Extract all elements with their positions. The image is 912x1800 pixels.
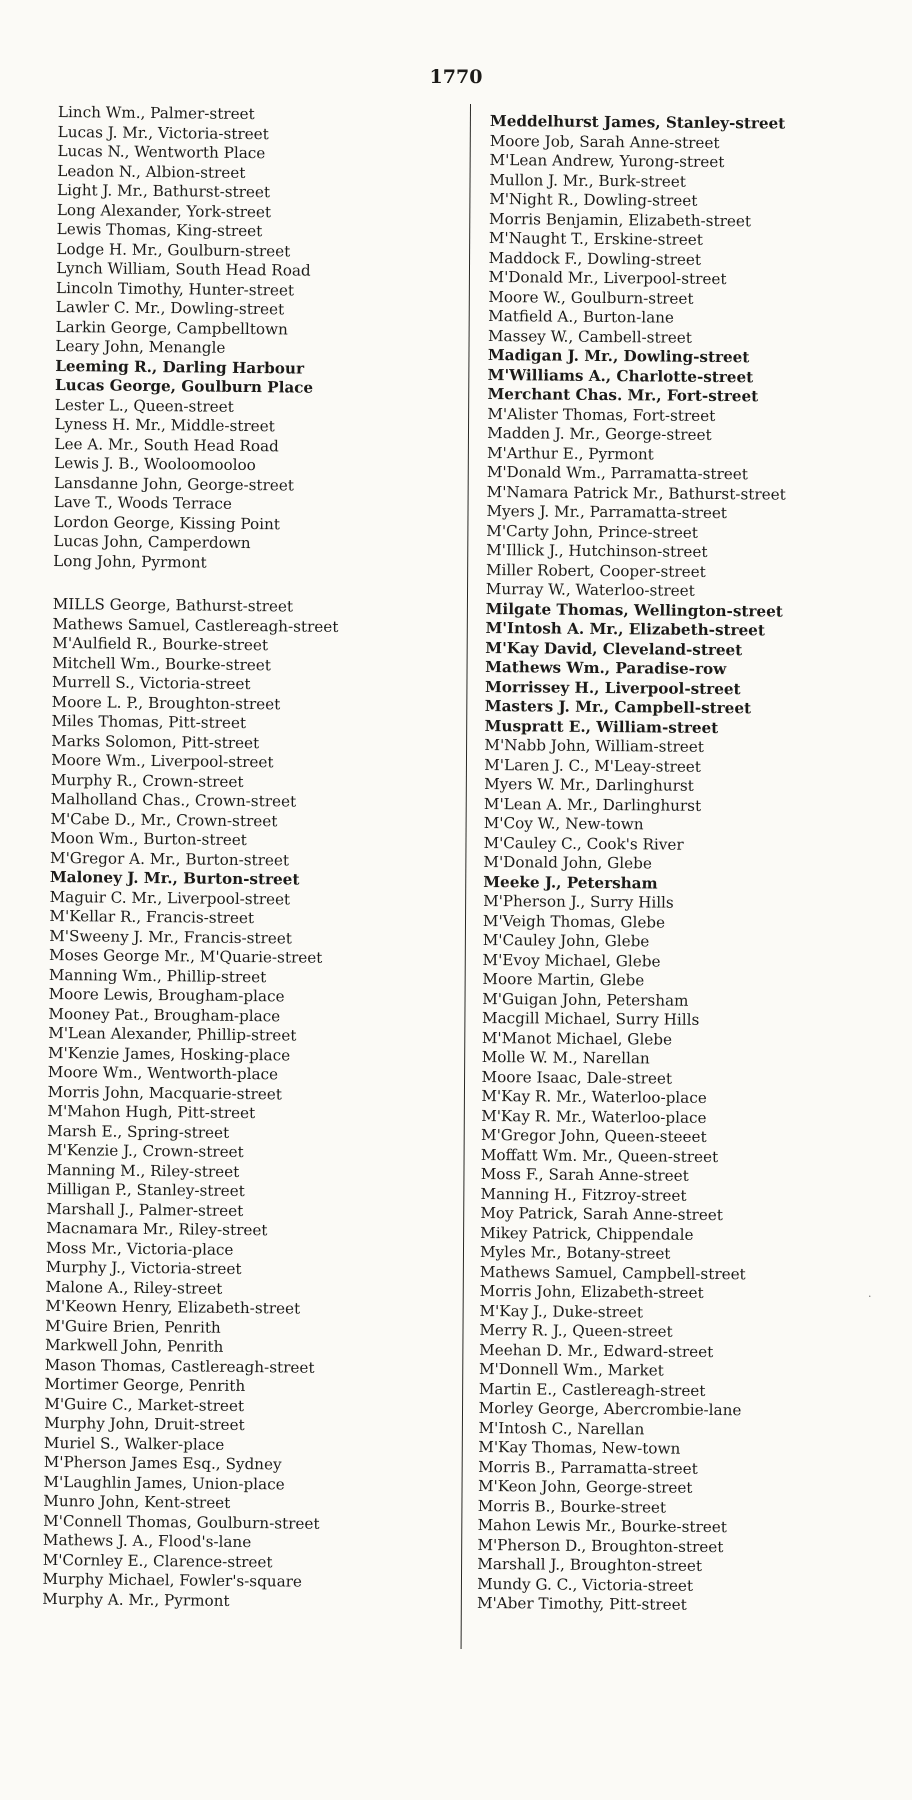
left-column <box>42 103 458 1613</box>
directory-entry: M'Lean Alexander, Phillip-street <box>48 1023 297 1045</box>
directory-entry: Lucas N., Wentworth Place <box>57 141 266 163</box>
directory-entry: M'Cabe D., Mr., Crown-street <box>50 809 278 830</box>
directory-entry: M'Kay Thomas, New-town <box>478 1437 681 1458</box>
directory-entry: Marks Solomon, Pitt-street <box>51 731 260 752</box>
directory-entry: M'Kellar R., Francis-street <box>49 906 255 928</box>
directory-entry: Lucas John, Camperdown <box>53 531 251 553</box>
directory-entry: Murphy R., Crown-street <box>50 770 244 791</box>
directory-entry: M'Veigh Thomas, Glebe <box>482 911 666 932</box>
directory-entry: Lewis J. B., Wooloomooloo <box>54 453 256 475</box>
directory-entry: Moore Wm., Wentworth-place <box>47 1062 279 1084</box>
directory-entry: Moon Wm., Burton-street <box>50 828 247 850</box>
directory-entry: Leadon N., Albion-street <box>57 161 246 182</box>
directory-entry: Moss F., Sarah Anne-street <box>480 1164 689 1185</box>
directory-entry: Maddock F., Dowling-street <box>488 248 702 269</box>
directory-entry: Long John, Pyrmont <box>53 551 207 572</box>
directory-entry: M'Manot Michael, Glebe <box>481 1028 673 1049</box>
directory-entry: M'Cauley John, Glebe <box>482 930 650 951</box>
directory-entry: Marsh E., Spring-street <box>47 1121 230 1142</box>
directory-entry: M'Keon John, George-street <box>477 1476 693 1497</box>
directory-entry: Moore Isaac, Dale-street <box>481 1067 673 1088</box>
directory-entry: Molle W. M., Narellan <box>481 1047 650 1068</box>
directory-entry: M'Guire Brien, Penrith <box>45 1316 221 1337</box>
directory-entry: Morrissey H., Liverpool-street <box>484 677 741 698</box>
directory-entry: M'Williams A., Charlotte-street <box>487 365 754 386</box>
directory-entry: Manning M., Riley-street <box>46 1160 240 1181</box>
directory-entry: M'Coy W., New-town <box>483 813 644 834</box>
directory-entry: Malholland Chas., Crown-street <box>50 789 297 811</box>
directory-entry: M'Kenzie J., Crown-street <box>46 1140 244 1162</box>
directory-entry: Mathews Samuel, Campbell-street <box>479 1262 746 1283</box>
directory-entry: Larkin George, Campbelltown <box>55 317 288 338</box>
directory-entry: M'Gregor John, Queen-steeet <box>480 1125 707 1146</box>
directory-entry: Lester L., Queen-street <box>54 395 234 416</box>
directory-entry: M'Aulfield R., Bourke-street <box>52 633 269 655</box>
directory-entry: Lynch William, South Head Road <box>56 258 311 280</box>
directory-entry: Murphy J., Victoria-street <box>45 1257 242 1278</box>
directory-entry: M'Lean A. Mr., Darlinghurst <box>483 794 702 815</box>
directory-entry: M'Donald Wm., Parramatta-street <box>486 462 748 484</box>
directory-entry: MILLS George, Bathurst-street <box>52 594 294 616</box>
directory-entry: Meddelhurst James, Stanley-street <box>489 112 786 133</box>
directory-entry: Madigan J. Mr., Dowling-street <box>487 345 750 367</box>
right-column <box>477 112 900 1617</box>
left-block-2 <box>42 595 453 1613</box>
directory-entry: M'Carty John, Prince-street <box>486 521 699 542</box>
directory-entry: M'Evoy Michael, Glebe <box>482 950 661 971</box>
directory-entry: Lincoln Timothy, Hunter-street <box>55 278 295 299</box>
directory-entry: Masters J. Mr., Campbell-street <box>484 696 752 718</box>
directory-entry: Markwell John, Penrith <box>44 1335 224 1356</box>
directory-entry: Moses George Mr., M'Quarie-street <box>48 945 323 967</box>
directory-entry: Maguir C. Mr., Liverpool-street <box>49 887 291 908</box>
directory-entry: Mathews J. A., Flood's-lane <box>42 1530 252 1552</box>
directory-entry: Mathews Wm., Paradise-row <box>485 657 727 679</box>
directory-entry: Lawler C. Mr., Dowling-street <box>55 297 285 319</box>
directory-entry: M'Mahon Hugh, Pitt-street <box>47 1101 256 1123</box>
directory-entry: Mortimer George, Penrith <box>44 1374 246 1396</box>
directory-entry: M'Kenzie James, Hosking-place <box>47 1043 291 1064</box>
page-number: 1770 <box>429 66 483 88</box>
directory-entry: Murphy Michael, Fowler's-square <box>42 1569 303 1591</box>
directory-entry: Moore Martin, Glebe <box>482 969 645 990</box>
directory-entry: M'Laughlin James, Union-place <box>43 1472 285 1493</box>
directory-entry: Muspratt E., William-street <box>484 716 719 737</box>
directory-entry: Morris B., Parramatta-street <box>478 1457 698 1478</box>
directory-entry: Matfield A., Burton-lane <box>488 306 675 327</box>
directory-entry: Mullon J. Mr., Burk-street <box>489 170 686 191</box>
directory-entry: Moore L. P., Broughton-street <box>51 692 281 713</box>
directory-entry: Leary John, Menangle <box>55 336 226 357</box>
directory-entry: Lewis Thomas, King-street <box>56 219 263 241</box>
directory-entry: Moore Lewis, Brougham-place <box>48 984 285 1006</box>
directory-entry: Macnamara Mr., Riley-street <box>46 1218 268 1240</box>
directory-entry: M'Cauley C., Cook's River <box>483 833 684 854</box>
directory-entry: Massey W., Cambell-street <box>487 326 693 347</box>
directory-entry: Morris B., Bourke-street <box>477 1496 667 1517</box>
directory-entry: M'Donald John, Glebe <box>483 852 652 873</box>
directory-entry: Mikey Patrick, Chippendale <box>480 1223 694 1244</box>
directory-entry: M'Guire C., Market-street <box>44 1394 245 1415</box>
directory-entry: M'Connell Thomas, Goulburn-street <box>43 1511 320 1533</box>
directory-entry: M'Kay R. Mr., Waterloo-place <box>481 1106 707 1127</box>
directory-entry: Marshall J., Palmer-street <box>46 1199 244 1220</box>
left-block-1 <box>53 103 458 575</box>
directory-entry: Myers J. Mr., Parramatta-street <box>486 501 728 523</box>
directory-entry: Madden J. Mr., George-street <box>487 423 712 444</box>
directory-entry: M'Keown Henry, Elizabeth-street <box>45 1296 301 1318</box>
directory-entry: Morris Benjamin, Elizabeth-street <box>488 209 752 230</box>
directory-entry: Manning H., Fitzroy-street <box>480 1184 687 1205</box>
directory-entry: M'Aber Timothy, Pitt-street <box>476 1593 687 1614</box>
directory-entry: Manning Wm., Phillip-street <box>48 965 267 986</box>
directory-entry: Marshall J., Broughton-street <box>477 1554 703 1575</box>
directory-entry: M'Pherson D., Broughton-street <box>477 1535 724 1556</box>
directory-entry: M'Alister Thomas, Fort-street <box>487 404 716 425</box>
directory-entry: Moore W., Goulburn-street <box>488 287 694 308</box>
directory-entry: M'Namara Patrick Mr., Bathurst-street <box>486 482 786 504</box>
directory-entry: Moffatt Wm. Mr., Queen-street <box>480 1145 719 1166</box>
directory-entry: Moss Mr., Victoria-place <box>45 1238 234 1259</box>
directory-entry: Milgate Thomas, Wellington-street <box>485 599 783 621</box>
directory-entry: Munro John, Kent-street <box>43 1491 231 1512</box>
directory-entry: M'Nabb John, William-street <box>484 735 704 756</box>
directory-entry: Moy Patrick, Sarah Anne-street <box>480 1203 724 1225</box>
directory-entry: M'Guigan John, Petersham <box>482 989 689 1010</box>
directory-entry: M'Intosh A. Mr., Elizabeth-street <box>485 618 765 640</box>
directory-entry: Miles Thomas, Pitt-street <box>51 711 247 733</box>
directory-entry: M'Donald Mr., Liverpool-street <box>488 267 727 289</box>
directory-entry: Myers W. Mr., Darlinghurst <box>484 774 694 795</box>
directory-entry: Mahon Lewis Mr., Bourke-street <box>477 1515 727 1537</box>
directory-entry: Long Alexander, York-street <box>56 200 272 221</box>
directory-entry: M'Naught T., Erskine-street <box>488 228 703 249</box>
directory-entry: Morris John, Macquarie-street <box>47 1082 283 1103</box>
directory-entry: M'Night R., Dowling-street <box>489 189 698 210</box>
directory-entry: Linch Wm., Palmer-street <box>57 103 255 124</box>
directory-entry: M'Gregor A. Mr., Burton-street <box>50 848 290 869</box>
directory-entry: Lansdanne John, George-street <box>53 473 295 494</box>
directory-entry: Mooney Pat., Brougham-place <box>48 1004 281 1025</box>
directory-entry: Moore Wm., Liverpool-street <box>51 750 274 772</box>
directory-entry: M'Cornley E., Clarence-street <box>42 1550 273 1571</box>
column-divider <box>461 104 471 1649</box>
directory-entry: M'Kay J., Duke-street <box>479 1301 644 1321</box>
directory-entry: M'Pherson James Esq., Sydney <box>43 1452 282 1474</box>
scan-speck: · <box>868 1290 872 1303</box>
directory-entry: Murphy John, Druit-street <box>44 1413 245 1435</box>
directory-entry: Lordon George, Kissing Point <box>53 512 281 533</box>
directory-entry: Mason Thomas, Castlereagh-street <box>44 1355 315 1377</box>
directory-entry: Muriel S., Walker-place <box>43 1433 225 1454</box>
directory-entry: Lucas J. Mr., Victoria-street <box>57 122 269 143</box>
directory-entry: M'Sweeny J. Mr., Francis-street <box>49 926 293 947</box>
directory-entry: Murray W., Waterloo-street <box>485 579 695 600</box>
directory-entry: M'Kay R. Mr., Waterloo-place <box>481 1086 707 1107</box>
directory-entry: Mitchell Wm., Bourke-street <box>52 653 271 674</box>
directory-entry: Murphy A. Mr., Pyrmont <box>42 1589 230 1610</box>
directory-entry: Meeke J., Petersham <box>483 872 658 892</box>
directory-entry: Lave T., Woods Terrace <box>53 492 233 513</box>
directory-entry: Lucas George, Goulburn Place <box>54 375 314 397</box>
directory-entry: Mundy G. C., Victoria-street <box>477 1574 694 1595</box>
directory-entry: M'Intosh C., Narellan <box>478 1418 645 1438</box>
directory-entry: Merchant Chas. Mr., Fort-street <box>487 384 759 406</box>
directory-entry: Lee A. Mr., South Head Road <box>54 434 279 455</box>
directory-entry: Merry R. J., Queen-street <box>479 1320 673 1341</box>
directory-entry: Myles Mr., Botany-street <box>479 1242 671 1263</box>
directory-entry: Milligan P., Stanley-street <box>46 1179 245 1201</box>
directory-entry: Murrell S., Victoria-street <box>51 672 251 694</box>
directory-entry: Leeming R., Darling Harbour <box>55 356 305 378</box>
directory-entry: M'Laren J. C., M'Leay-street <box>484 755 702 776</box>
directory-entry: M'Kay David, Cleveland-street <box>485 638 743 659</box>
directory-entry: Macgill Michael, Surry Hills <box>482 1008 700 1029</box>
directory-entry: M'Illick J., Hutchinson-street <box>486 540 708 561</box>
directory-entry: M'Lean Andrew, Yurong-street <box>489 150 725 172</box>
directory-entry: M'Donnell Wm., Market <box>478 1359 664 1380</box>
directory-entry: Lyness H. Mr., Middle-street <box>54 414 275 436</box>
directory-entry: Malone A., Riley-street <box>45 1277 223 1298</box>
directory-entry: Morris John, Elizabeth-street <box>479 1281 704 1302</box>
directory-entry: Miller Robert, Cooper-street <box>485 560 706 581</box>
directory-entry: Lodge H. Mr., Goulburn-street <box>56 239 291 260</box>
directory-entry: Maloney J. Mr., Burton-street <box>49 867 300 889</box>
directory-entry: Mathews Samuel, Castlereagh-street <box>52 614 339 636</box>
directory-entry: M'Pherson J., Surry Hills <box>483 891 674 912</box>
directory-entry: Moore Job, Sarah Anne-street <box>489 131 720 152</box>
directory-entry: Meehan D. Mr., Edward-street <box>479 1340 714 1361</box>
directory-entry: Martin E., Castlereagh-street <box>478 1379 706 1400</box>
directory-entry: Morley George, Abercrombie-lane <box>478 1398 742 1420</box>
directory-entry: M'Arthur E., Pyrmont <box>486 443 654 463</box>
directory-entry: Light J. Mr., Bathurst-street <box>56 180 271 202</box>
